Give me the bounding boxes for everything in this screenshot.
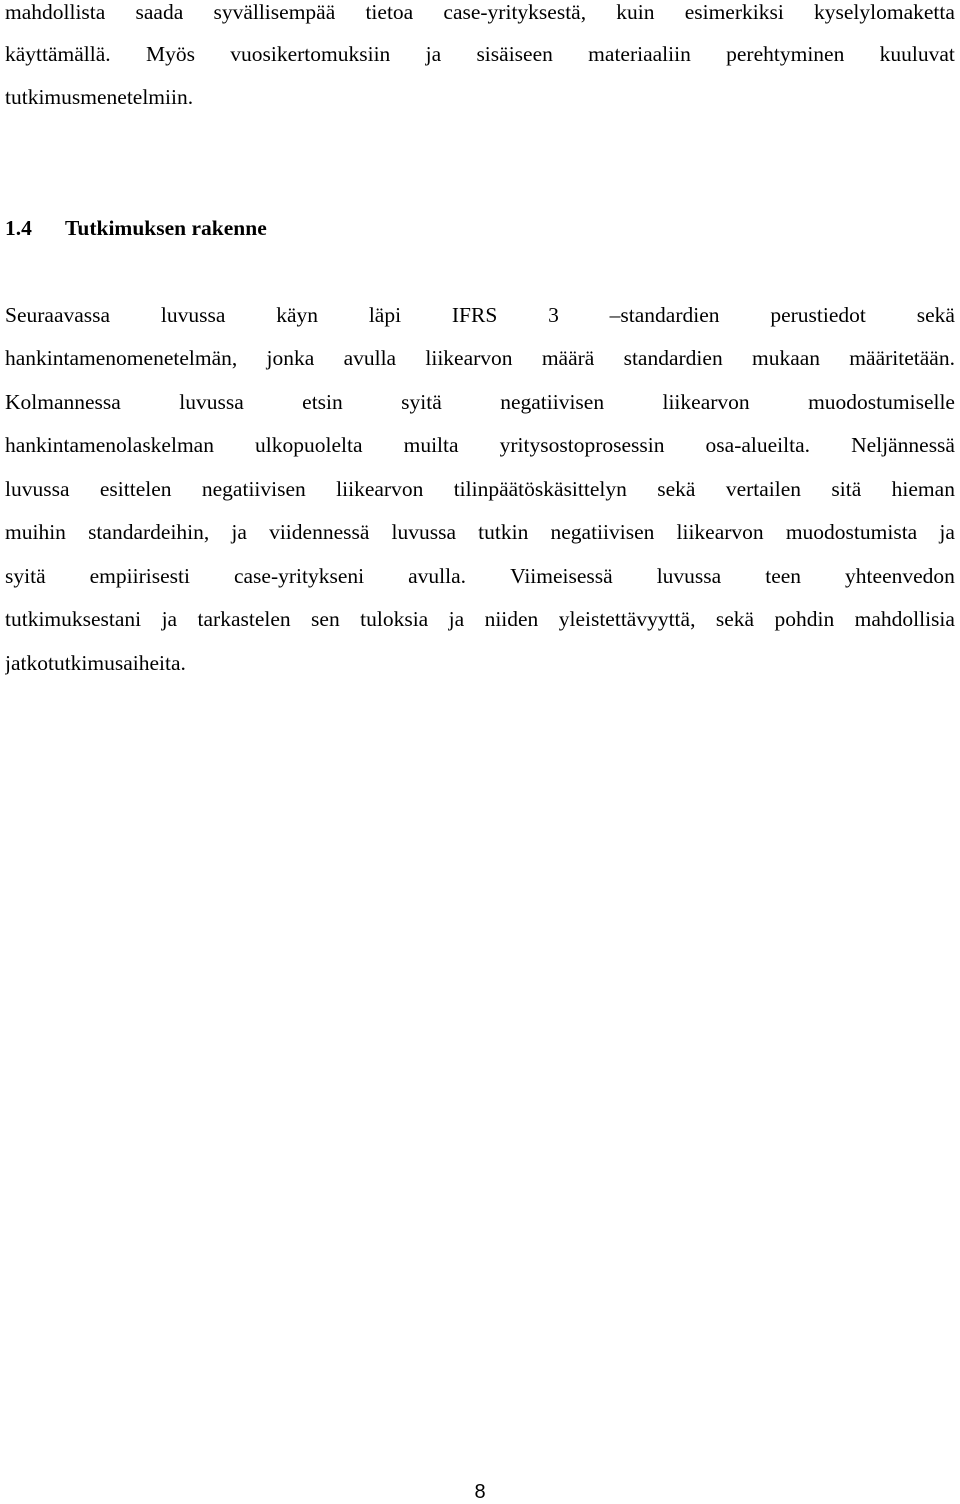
word: läpi (368, 303, 402, 327)
text-line (5, 38, 955, 70)
word: yleistettävyyttä, (558, 607, 696, 631)
word: vertailen (725, 477, 802, 501)
word: jatkotutkimusaiheita. (5, 651, 186, 675)
word: hankintamenolaskelman (5, 433, 214, 457)
word: luvussa (5, 477, 70, 501)
word: standardeihin, (88, 520, 210, 544)
word: ja (425, 42, 442, 66)
word: muodostumista (785, 520, 918, 544)
word: tarkastelen (197, 607, 291, 631)
word: saada (135, 0, 184, 24)
word: avulla (343, 346, 397, 370)
word: liikearvon (336, 477, 424, 501)
word: esittelen (99, 477, 172, 501)
word: vuosikertomuksiin (230, 42, 391, 66)
word: ja (448, 607, 465, 631)
word: hieman (891, 477, 955, 501)
word: sekä (916, 303, 955, 327)
word: perustiedot (770, 303, 866, 327)
word: tutkimusmenetelmiin. (5, 85, 194, 109)
text-line (5, 473, 955, 505)
section-number: 1.4 (5, 216, 32, 240)
word: syitä (401, 390, 442, 414)
text-line (5, 81, 955, 113)
word: empiirisesti (89, 564, 190, 588)
word: niiden (484, 607, 539, 631)
word: standardien (623, 346, 723, 370)
word: Kolmannessa (5, 390, 121, 414)
word: sitä (831, 477, 862, 501)
word: luvussa (391, 520, 457, 544)
word: jonka (266, 346, 315, 370)
word: sekä (657, 477, 696, 501)
section-title: Tutkimuksen rakenne (65, 216, 267, 240)
word: syvällisempää (213, 0, 336, 24)
text-line (5, 0, 955, 28)
word: Neljännessä (851, 433, 955, 457)
word: ulkopuolelta (255, 433, 363, 457)
word: luvussa (160, 303, 226, 327)
word: liikearvon (676, 520, 764, 544)
word: viidennessä (269, 520, 370, 544)
word: perehtyminen (726, 42, 845, 66)
word: osa-alueilta. (705, 433, 811, 457)
word: materiaaliin (588, 42, 691, 66)
word: Myös (145, 42, 195, 66)
word: Seuraavassa (5, 303, 111, 327)
word: ja (939, 520, 955, 544)
word: yritysostoprosessin (499, 433, 665, 457)
word: kuin (616, 0, 655, 24)
word: yhteenvedon (845, 564, 955, 588)
word: mahdollista (5, 0, 106, 24)
word: käyttämällä. (5, 42, 111, 66)
word: muilta (403, 433, 459, 457)
word: ja (231, 520, 247, 544)
word: tutkin (478, 520, 529, 544)
word: mukaan (751, 346, 821, 370)
word: määrä (541, 346, 595, 370)
word: teen (765, 564, 802, 588)
word: esimerkiksi (684, 0, 784, 24)
word: luvussa (179, 390, 244, 414)
word: liikearvon (425, 346, 513, 370)
text-line (5, 299, 955, 331)
section-heading (5, 212, 267, 244)
word: kuuluvat (879, 42, 955, 66)
word: mahdollisia (854, 607, 955, 631)
word: luvussa (656, 564, 722, 588)
word: määritetään. (849, 346, 955, 370)
word: pohdin (774, 607, 835, 631)
word: käyn (276, 303, 318, 327)
text-line (5, 516, 955, 548)
word: tilinpäätöskäsittelyn (453, 477, 627, 501)
text-line (5, 386, 955, 418)
word: negatiivisen (201, 477, 306, 501)
word: Viimeisessä (510, 564, 613, 588)
word: sisäiseen (476, 42, 553, 66)
text-line (5, 429, 955, 461)
word: muodostumiselle (808, 390, 955, 414)
text-line (5, 342, 955, 374)
text-line (5, 560, 955, 592)
word: 3 (548, 303, 559, 327)
word: kyselylomaketta (814, 0, 955, 24)
word: muihin (5, 520, 66, 544)
word: negatiivisen (500, 390, 605, 414)
word: sekä (715, 607, 755, 631)
word: IFRS (451, 303, 498, 327)
word: avulla. (408, 564, 467, 588)
text-line (5, 647, 955, 679)
word: tuloksia (360, 607, 429, 631)
word: syitä (5, 564, 46, 588)
word: tutkimuksestani (5, 607, 142, 631)
word: etsin (302, 390, 343, 414)
word: negatiivisen (550, 520, 655, 544)
word: –standardien (609, 303, 720, 327)
page-number: 8 (474, 1481, 486, 1503)
word: tietoa (365, 0, 414, 24)
word: ja (161, 607, 178, 631)
word: case-yritykseni (233, 564, 365, 588)
text-line (5, 603, 955, 635)
word: case-yrityksestä, (443, 0, 587, 24)
word: sen (311, 607, 340, 631)
word: liikearvon (662, 390, 750, 414)
word: hankintamenomenetelmän, (5, 346, 238, 370)
